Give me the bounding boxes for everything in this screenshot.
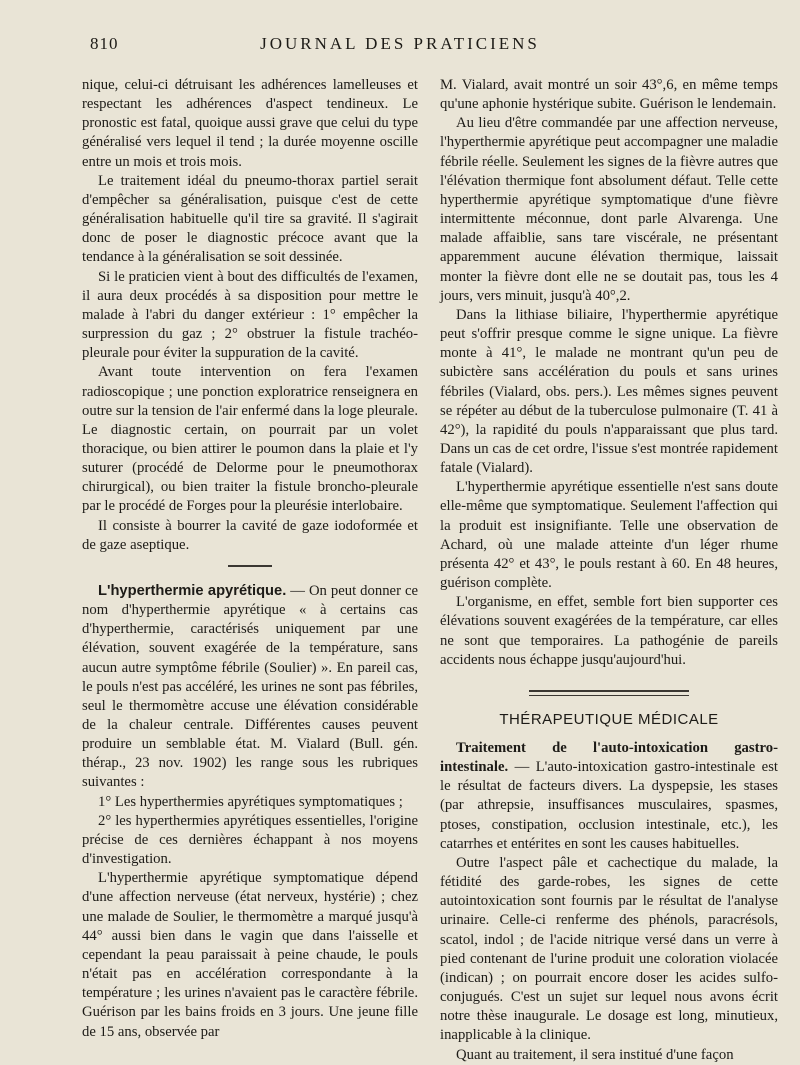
article-paragraph [82,582,418,793]
paragraph: Avant toute intervention on fera l'examen radioscopique ; une ponction exploratrice renseignera en outre sur la tension de l'air enfermé dans la loge pleurale. Le diagnostic certain, on pourrait par un volet thoracique, ou bien attirer le poumon dans la plaie et l'y suturer (procédé de Delorme pour le pneumothorax chirurgical), ou bien traiter la fistule broncho-pleurale par le procédé de Forges pour la pleurésie interlobaire. [82,364,418,515]
section-divider [228,565,272,567]
article-text: — L'auto-intoxication gastro-intestinale est le résultat de facteurs divers. La dyspepsie, les stases (par athrepsie, insuffisances musculaires, spasmes, ptoses, constipation, occlusion intestinale, etc.), les catarrhes et entérites en sont les causes habituelles. [440,759,778,852]
paragraph: Il consiste à bourrer la cavité de gaze iodoformée et de gaze aseptique. [82,517,418,553]
article-text: — On peut donner ce nom d'hyperthermie apyrétique « à certains cas d'hyperthermie, caractérisés uniquement par une élévation, souvent exagérée de la température, sans aucun autre symptôme fébrile (Soulier) ». En pareil cas, le pouls n'est pas accéléré, les urines ne sont pas fébriles, seul le thermomètre accuse une élévation considérable de la chaleur centrale. Différentes causes peuvent produire un semblable état. M. Vialard (Bull. gén. thérap., 23 nov. 1902) les range sous les rubriques suivantes : [82,582,418,791]
page-number: 810 [90,34,119,53]
article-title: Traitement de l'auto-intoxication gastro-intestinale. [440,740,778,776]
paragraph: Si le praticien vient à bout des difficultés de l'examen, il aura deux procédés à sa disposition pour mettre le malade à l'abri du danger extérieur : 1° empêcher la surpression du gaz ; 2° obstruer la fistule trachéo-pleurale pour éviter la suppuration de la cavité. [82,268,418,362]
left-column [82,76,418,1042]
paragraph: Quant au traitement, il sera institué d'une façon [456,1046,734,1063]
paragraph: L'hyperthermie apyrétique essentielle n'est sans doute elle-même que symptomatique. Seulement l'affection qui la produit est insignifiante. Telle une observation de Achard, où une malade atteinte d'un léger rhume présenta 42° et 43°, le pouls restant à 60. En 48 heures, guérison complète. [440,479,778,592]
paragraph: Au lieu d'être commandée par une affection nerveuse, l'hyperthermie apyrétique peut accompagner une maladie fébrile réelle. Seulement les signes de la fièvre autres que l'élévation thermique font absolument défaut. Telle cette hyperthermie apyrétique symptomatique d'une fièvre intermittente méconnue, dont parle Alvarenga. Une malade affaiblie, sans tare viscérale, ne présentant apparemment aucune élévation thermique, laissait monter la fièvre dont elle ne se doutait pas, tous les 4 jours, vers minuit, jusqu'à 40°,2. [440,115,778,304]
article-title: L'hyperthermie apyrétique. [98,582,287,599]
section-divider [529,690,689,696]
list-item: 1° Les hyperthermies apyrétiques symptomatiques ; [98,793,403,810]
paragraph: L'organisme, en effet, semble fort bien supporter ces élévations souvent exagérées de la température, car elles ne sont que temporaires. La pathogénie de pareils accidents nous échappe jusqu'aujourd'hui. [440,594,778,668]
paragraph: L'hyperthermie apyrétique symptomatique dépend d'une affection nerveuse (état nerveux, hystérie) ; chez une malade de Soulier, le thermomètre a marqué jusqu'à 44° aussi bien dans le vagin que dans l'aisselle et cependant la peau paraissait à peine chaude, le pouls n'était pas en accélération correspondante à la température ; les urines n'avaient pas le caractère fébrile. Guérison par les bains froids en 3 jours. Une jeune fille de 15 ans, observée par [82,870,418,1040]
paragraph: Outre l'aspect pâle et cachectique du malade, la fétidité des garde-robes, les signes de cette autointoxication sont fournis par le résultat de l'analyse urinaire. Celle-ci renferme des phénols, paracrésols, scatol, indol ; de l'acide nitrique versé dans un verre à pied contenant de l'urine produit une coloration violacée (indican) ; on pourrait encore doser les acides sulfo-conjugués. C'est un sujet sur lequel nous avons écrit notre thèse inaugurale. Le dosage est long, minutieux, inapplicable à la clinique. [440,854,778,1044]
section-heading: THÉRAPEUTIQUE MÉDICALE [499,710,719,728]
article-paragraph [440,739,778,854]
right-column [440,76,778,1065]
page-header [0,34,800,58]
journal-title: JOURNAL DES PRATICIENS [260,34,540,53]
list-item: 2° les hyperthermies apyrétiques essentielles, l'origine précise de ces dernières échappant à nos moyens d'investigation. [82,812,418,868]
paragraph: Le traitement idéal du pneumo-thorax partiel serait d'empêcher sa généralisation, puisque c'est de cette généralisation habituelle qu'il tire sa gravité. Il s'agirait donc de poser le diagnostic précoce avant que la tendance à la généralisation se soit dessinée. [82,172,418,266]
paragraph: nique, celui-ci détruisant les adhérences lamelleuses et respectant les adhérences d'aspect tendineux. Le pronostic est fatal, quoique aussi grave que celui du type généralisé vers lequel il tend ; la durée moyenne oscille entre un mois et trois mois. [82,77,418,170]
paragraph: Dans la lithiase biliaire, l'hyperthermie apyrétique peut s'offrir presque comme le signe unique. La fièvre monte à 41°, le malade ne montrant qu'un peu de subictère sans accélération du pouls et sans urines fébriles (Vialard, obs. pers.). Les mêmes signes peuvent se répéter au début de la tuberculose pulmonaire (T. 41 à 42°), la rapidité du pouls n'apparaissant que plus tard. Dans un cas de cet ordre, l'issue s'est montrée rapidement fatale (Vialard). [440,306,778,477]
paragraph: M. Vialard, avait montré un soir 43°,6, en même temps qu'une aphonie hystérique subite. Guérison le lendemain. [440,77,778,113]
